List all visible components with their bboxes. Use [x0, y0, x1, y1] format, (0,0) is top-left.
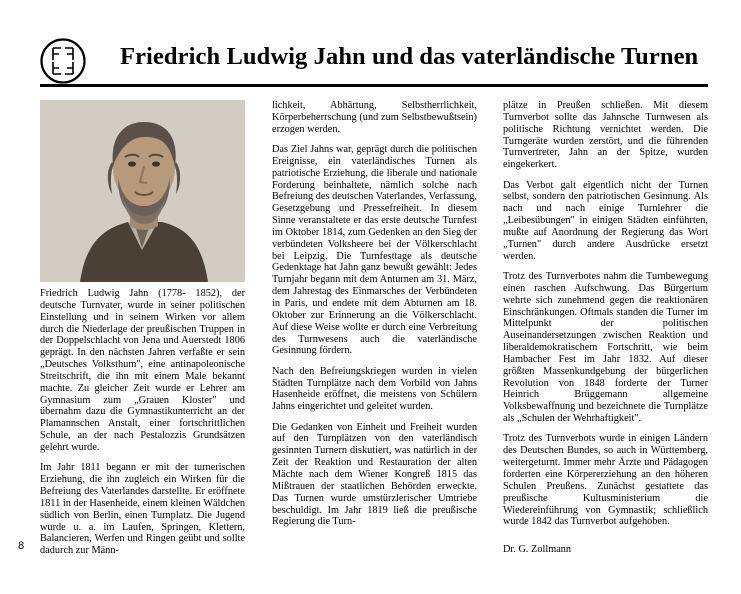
portrait-friedrich-ludwig-jahn	[40, 100, 245, 282]
four-f-gymnastics-emblem-icon	[40, 38, 86, 84]
column-three	[503, 100, 708, 528]
paragraph: Das Verbot galt eigentlich nicht der Turnen selbst, sondern den patriotischen Gesinnung. Als nach und nach einige Turnlehrer die „Leibesübungen" in einigen Städten einführten, mußte auf Anordnung der Regierung das Wort „Turnen" durch andere Ausdrücke ersetzt werden.	[503, 179, 708, 262]
page-title: Friedrich Ludwig Jahn und das vaterländische Turnen	[120, 43, 699, 70]
article-body	[40, 100, 708, 558]
author-byline: Dr. G. Zollmann	[503, 544, 572, 555]
paragraph: Im Jahr 1811 begann er mit der turnerischen Erziehung, die ihn zugleich ein Wirken für die Befreiung des Vaterlandes darstellte. Er eröffnete 1811 in der Hasenheide, einem kleinen Wäldchen südlich von Berlin, einen Turnplatz. Die Jugend wurde u. a. im Laufen, Springen, Klettern, Balancieren, Werfen und Ringen geübt und sollte dadurch zur Männ-	[40, 462, 245, 557]
header-divider	[40, 84, 708, 87]
article-header	[40, 38, 708, 88]
column-one	[40, 100, 245, 557]
paragraph: Trotz des Turnverbots wurde in einigen Ländern des Deutschen Bundes, so auch in Württemberg, weitergeturnt. Immer mehr Ärzte und Pädagogen forderten eine Körpererziehung an den höheren Schulen Preußens. Zunächst gestattete das preußische Kultusministerium die Wiedereinführung von Gymnastik; schließlich wurde 1842 das Turnverbot aufgehoben.	[503, 433, 708, 528]
paragraph: Das Ziel Jahns war, geprägt durch die politischen Ereignisse, ein vaterländisches Turnen als patriotische Erziehung, die liberale und nationale Forderung beinhaltete, nämlich solche nach Befreiung des deutschen Vaterlandes, Verfassung, Gesetzgebung und Pressefreiheit. In diesem Sinne veranstaltete er das erste deutsche Turnfest im Oktober 1814, zum Gedenken an den Sieg der verbündeten Volksheere bei der Völkerschlacht bei Leipzig. Die Turnfesttage als deutsche Gedenktage hat Jahn ganz bewußt gewählt: Jedes Turnjahr begann mit dem Anturnen am 31. März, dem Jahrestag des Einmarsches der Verbündeten in Paris, und endete mit dem Abturnen am 18. Oktober zur Erinnerung an die Völkerschlacht. Auf diese Weise wollte er durch eine Verbreitung des Turnwesens auch die vaterländische Gesinnung fördern.	[272, 144, 477, 357]
paragraph: Die Gedanken von Einheit und Freiheit wurden auf den Turnplätzen von den vaterländisch gesinnten Turnern diskutiert, was natürlich in der Zeit der Reaktion und Restauration der alten Mächte nach dem Wiener Kongreß 1815 das Mißtrauen der staatlichen Behörden erweckte. Das Turnen wurde umstürzlerischer Umtriebe beschuldigt. Im Jahr 1819 ließ die preußische Regierung die Turn-	[272, 421, 477, 528]
paragraph: Friedrich Ludwig Jahn (1778- 1852), der deutsche Turnvater, wurde in seiner politischen Einstellung und in seinem Wirken vor allem durch die Niederlage der preußischen Truppen in der Doppelschlacht von Jena und Auerstedt 1806 geprägt. In den nächsten Jahren verfaßte er sein „Deutsches Volksthum", eine antinapoleonische Streitschrift, die ihn mit einem Male bekannt machte. Zu gleicher Zeit wurde er Lehrer am Gymnasium zum „Grauen Kloster" und übernahm dazu die Gymnastikunterricht an der Plamannschen Anstalt, einer fortschrittlichen Schule, an der nach Pestalozzis Grundsätzen gelehrt wurde.	[40, 288, 245, 453]
page-number: 8	[18, 540, 25, 552]
paragraph: Nach den Befreiungskriegen wurden in vielen Städten Turnplätze nach dem Vorbild von Jahns Hasenheide eröffnet, die meistens von Schülern Jahns eingerichtet und geleitet wurden.	[272, 365, 477, 413]
column-two	[272, 100, 477, 528]
paragraph: lichkeit, Abhärtung, Selbstherrlichkeit, Körperbeherrschung (und zum Selbstbewußtsein) erzogen werden.	[272, 100, 477, 135]
paragraph: Trotz des Turnverbotes nahm die Turnbewegung einen raschen Aufschwung. Das Bürgertum wehrte sich zunehmend gegen die reaktionären Einschränkungen. Oftmals standen die Turner im Mittelpunkt der politischen Auseinandersetzungen zwischen Reaktion und liberaldemokratischem Fortschritt, wie beim Hambacher Fest im Jahr 1832. Auf dieser größten Massenkundgebung der bürgerlichen Revolution von 1848 forderte der Turner Heinrich Brüggemann allgemeine Volksbewaffnung und bezeichnete die Turnplätze als „Schulen der Wehrhaftigkeit".	[503, 270, 708, 425]
paragraph: plätze in Preußen schließen. Mit diesem Turnverbot sollte das Jahnsche Turnwesen als politische Richtung vernichtet werden. Die Turngeräte wurden zerstört, und die führenden Turnvertreter, Jahn an der Spitze, wurden eingekerkert.	[503, 100, 708, 171]
